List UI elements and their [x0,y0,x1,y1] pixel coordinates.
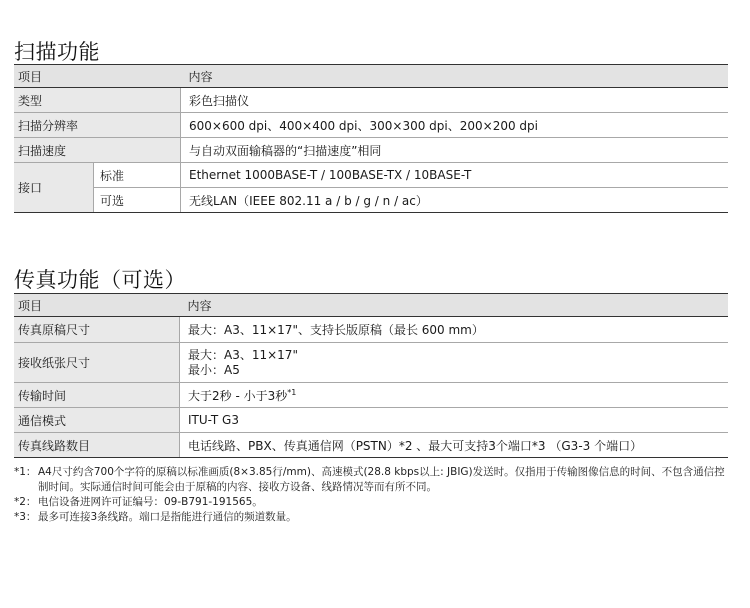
header-item: 项目 [14,294,180,317]
footnote-mark: *2： [14,496,37,508]
fax-section-title: 传真功能（可选） [14,268,186,292]
row-label-resolution: 扫描分辨率 [14,113,181,138]
table-row [14,163,728,188]
row-value-standard: Ethernet 1000BASE-T / 100BASE-TX / 10BASE-T [181,163,729,188]
row-label-original-size: 传真原稿尺寸 [14,317,180,343]
footnotes [14,465,728,525]
table-row [14,433,728,458]
footnote-mark: *1： [14,466,37,478]
table-row [14,138,728,163]
row-value-resolution: 600×600 dpi、400×400 dpi、300×300 dpi、200×200 dpi [181,113,729,138]
table-row [14,343,728,383]
table-row [14,113,728,138]
footnote-text: 最多可连接3条线路。端口是指能进行通信的频道数量。 [38,511,297,523]
paper-size-max: 最大：A3、11×17" [188,347,298,362]
row-label-lines: 传真线路数目 [14,433,180,458]
row-value-speed: 与自动双面输稿器的“扫描速度”相同 [181,138,729,163]
row-value-optional: 无线LAN（IEEE 802.11 a / b / g / n / ac） [181,188,729,213]
row-value-lines: 电话线路、PBX、传真通信网（PSTN）*2 、最大可支持3个端口*3 （G3-3 个端口） [180,433,729,458]
row-label-time: 传输时间 [14,383,180,408]
table-row [14,408,728,433]
paper-size-min: 最小：A5 [188,362,240,377]
scan-section-title: 扫描功能 [14,40,100,64]
table-row [14,188,728,213]
table-row [14,383,728,408]
row-label-type: 类型 [14,88,181,113]
row-sublabel-standard: 标准 [94,163,181,188]
row-label-mode: 通信模式 [14,408,180,433]
row-label-speed: 扫描速度 [14,138,181,163]
table-row [14,88,728,113]
header-item: 项目 [14,65,181,88]
footnote [14,465,728,495]
row-sublabel-optional: 可选 [94,188,181,213]
scan-spec-table [14,64,728,213]
header-content: 内容 [180,294,729,317]
footnote [14,510,728,525]
table-header-row [14,65,728,88]
time-value: 大于2秒 - 小于3秒 [188,388,288,403]
footnote-text: A4尺寸约含700个字符的原稿以标准画质(8×3.85行/mm)、高速模式(28.8 kbps以上: JBIG)发送时。仅指用于传输图像信息的时间、不包含通信控制时间。实际通信时间可能会由于原稿的内容、接收方设备、线路情况等而有所不同。 [38,466,725,493]
header-content: 内容 [181,65,729,88]
footnote-mark: *3： [14,511,37,523]
row-value-mode: ITU-T G3 [180,408,729,433]
table-header-row [14,294,728,317]
row-label-interface: 接口 [14,163,94,213]
fax-spec-table [14,293,728,458]
table-row [14,317,728,343]
row-value-paper-size [180,343,729,383]
row-value-original-size: 最大：A3、11×17"、支持长版原稿（最长 600 mm） [180,317,729,343]
time-footnote-mark: *1 [287,387,297,397]
row-value-time [180,383,729,408]
row-value-type: 彩色扫描仪 [181,88,729,113]
row-label-paper-size: 接收纸张尺寸 [14,343,180,383]
footnote-text: 电信设备进网许可证编号：09-B791-191565。 [38,496,263,508]
footnote [14,495,728,510]
